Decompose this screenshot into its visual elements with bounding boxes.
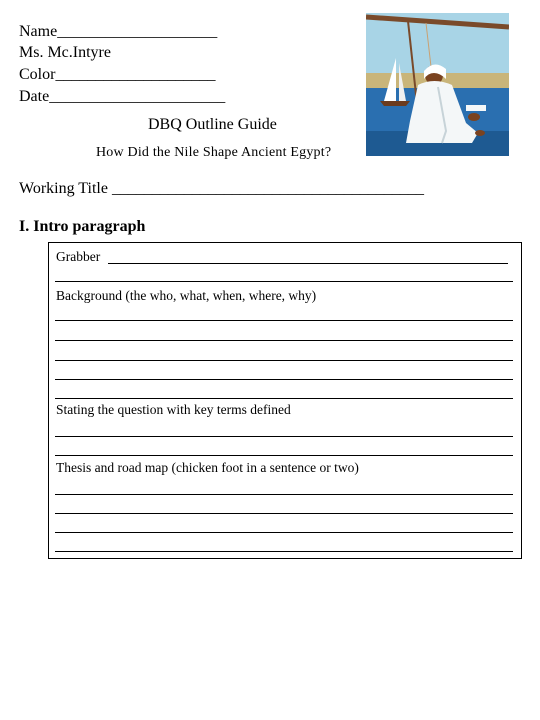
thesis-answer-line[interactable] (55, 551, 513, 552)
stating-question-label: Stating the question with key terms defined (56, 402, 291, 417)
background-label: Background (the who, what, when, where, why) (56, 288, 317, 303)
section-heading: I. Intro paragraph (19, 218, 146, 235)
thesis-label: Thesis and road map (chicken foot in a sentence or two) (56, 460, 359, 475)
stating-answer-line[interactable] (55, 436, 513, 437)
grabber-answer-line[interactable] (108, 263, 508, 264)
grabber-label: Grabber (56, 249, 101, 264)
page-subtitle: How Did the Nile Shape Ancient Egypt? (96, 145, 332, 160)
nile-boat-illustration (366, 13, 509, 156)
background-answer-line[interactable] (55, 340, 513, 341)
page-title: DBQ Outline Guide (148, 116, 277, 133)
thesis-answer-line[interactable] (55, 532, 513, 533)
teacher-name: Ms. Mc.Intyre (19, 44, 111, 61)
color-field[interactable]: Color____________________ (19, 66, 216, 83)
date-field[interactable]: Date______________________ (19, 88, 226, 105)
working-title-field[interactable]: Working Title _______________________________________ (19, 180, 424, 197)
thesis-answer-line[interactable] (55, 494, 513, 495)
background-answer-line[interactable] (55, 320, 513, 321)
background-answer-line[interactable] (55, 379, 513, 380)
background-answer-line[interactable] (55, 360, 513, 361)
grabber-answer-line[interactable] (55, 281, 513, 282)
thesis-answer-line[interactable] (55, 513, 513, 514)
stating-answer-line[interactable] (55, 455, 513, 456)
background-answer-line[interactable] (55, 398, 513, 399)
name-field[interactable]: Name____________________ (19, 23, 218, 40)
